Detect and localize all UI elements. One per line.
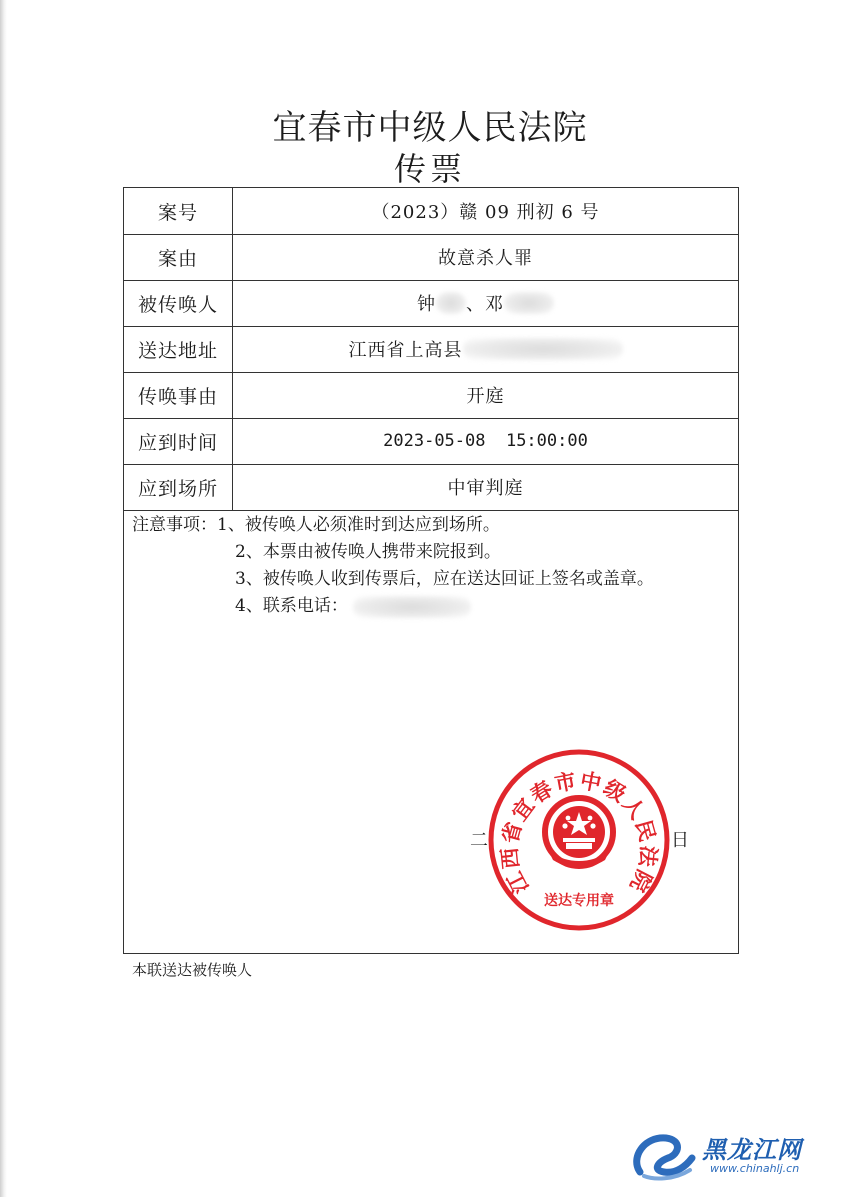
note-item: 2、本票由被传唤人携带来院报到。 bbox=[235, 542, 501, 562]
address-text: 江西省上高县 bbox=[348, 340, 463, 361]
note-item bbox=[132, 593, 732, 620]
row-label: 案由 bbox=[124, 234, 233, 280]
notes-section bbox=[132, 512, 732, 620]
redacted-address bbox=[463, 338, 623, 360]
row-value: 中审判庭 bbox=[447, 478, 524, 499]
watermark-title: 黑龙江网 bbox=[702, 1136, 802, 1164]
site-logo-icon bbox=[630, 1128, 700, 1184]
redacted-name bbox=[436, 292, 466, 314]
row-place bbox=[124, 464, 738, 511]
row-time bbox=[124, 418, 738, 465]
seal-bottom-text: 送达专用章 bbox=[544, 893, 614, 909]
row-value: 故意杀人罪 bbox=[438, 248, 533, 269]
row-label: 送达地址 bbox=[124, 326, 233, 372]
document-title: 传票 bbox=[393, 150, 466, 188]
note-text: 1、被传唤人必须准时到达应到场所。 bbox=[217, 515, 500, 535]
seal-ring-text: 江西省宜春市中级人民法院 bbox=[496, 767, 662, 898]
national-emblem-icon bbox=[545, 798, 613, 868]
date-year-fragment: 二 bbox=[470, 830, 488, 851]
date-day-fragment: 日 bbox=[671, 830, 689, 851]
name-part: 、邓 bbox=[466, 294, 504, 315]
row-value: 开庭 bbox=[466, 386, 505, 407]
row-value bbox=[233, 326, 738, 372]
redacted-name bbox=[504, 292, 554, 314]
court-seal bbox=[487, 748, 671, 932]
row-value: 2023-05-08 15:00:00 bbox=[383, 431, 588, 451]
court-name: 宜春市中级人民法院 bbox=[272, 108, 588, 148]
site-watermark bbox=[630, 1128, 840, 1184]
note-item: 3、被传唤人收到传票后，应在送达回证上签名或盖章。 bbox=[235, 569, 654, 589]
row-value bbox=[233, 280, 738, 326]
row-cause bbox=[124, 234, 738, 281]
redacted-phone bbox=[353, 596, 471, 618]
row-label: 应到场所 bbox=[124, 464, 233, 510]
row-label: 传唤事由 bbox=[124, 372, 233, 418]
row-summoned-person bbox=[124, 280, 738, 327]
row-label: 被传唤人 bbox=[124, 280, 233, 326]
row-reason bbox=[124, 372, 738, 419]
notes-prefix: 注意事项： bbox=[132, 515, 217, 535]
row-value: （2023）赣 09 刑初 6 号 bbox=[371, 202, 600, 223]
name-part: 钟 bbox=[417, 294, 436, 315]
note-item bbox=[132, 512, 732, 539]
note-text: 4、联系电话： bbox=[235, 596, 348, 616]
watermark-url: www.chinahlj.cn bbox=[710, 1162, 800, 1175]
row-address bbox=[124, 326, 738, 373]
row-case-number bbox=[124, 188, 738, 235]
row-label: 案号 bbox=[124, 188, 233, 234]
row-label: 应到时间 bbox=[124, 418, 233, 464]
footer-note: 本联送达被传唤人 bbox=[132, 961, 253, 979]
